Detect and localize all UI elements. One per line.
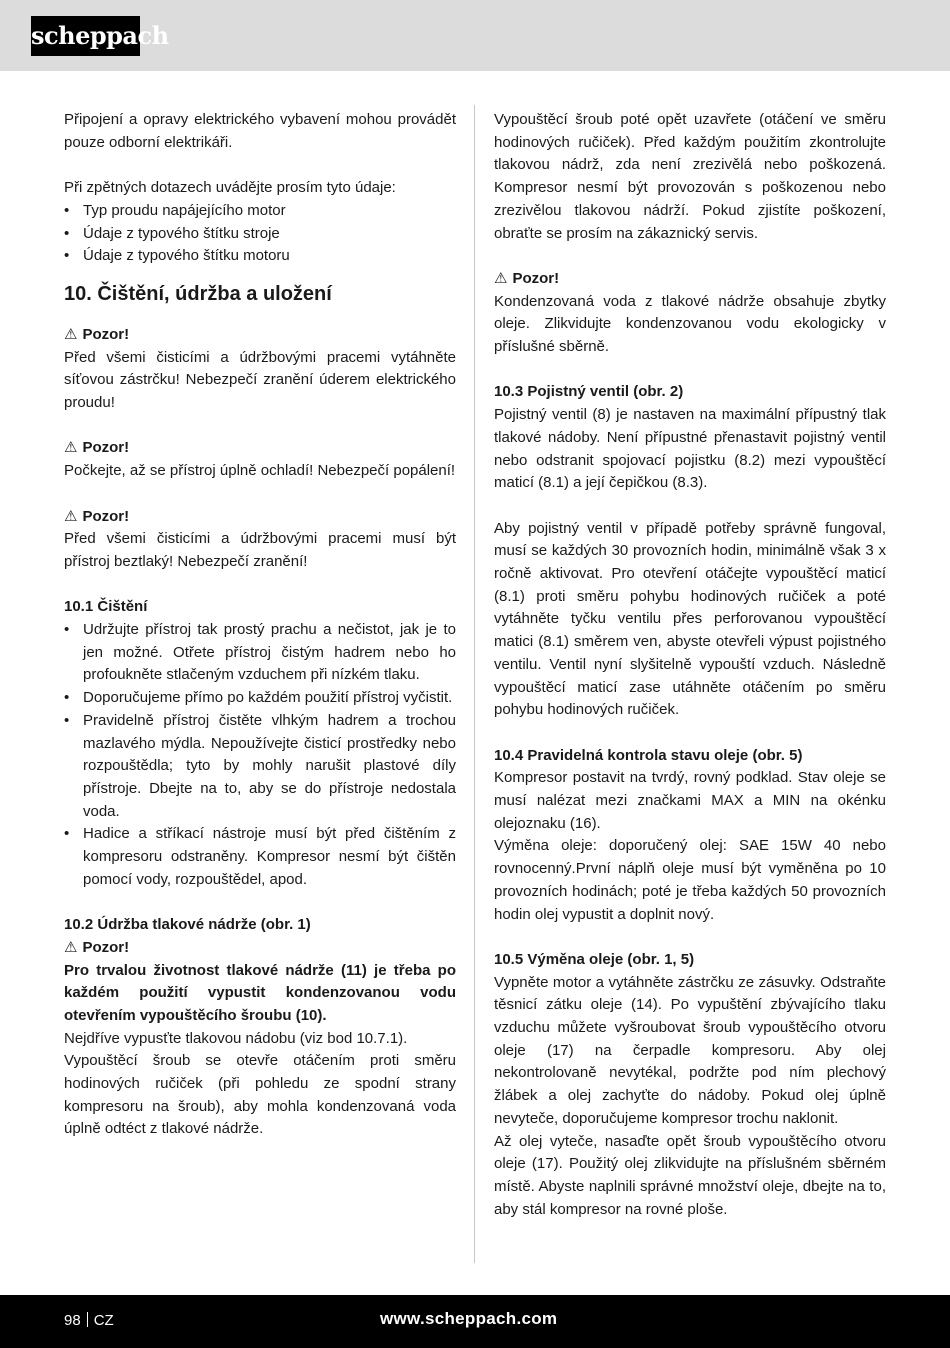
paragraph: Kompresor postavit na tvrdý, rovný podklad. Stav oleje se musí nalézat mezi značkami MAX a MIN na okénku olejoznaku (16). [494, 769, 886, 832]
list-item: • Hadice a stříkací nástroje musí být před čištěním z kompresoru odstraněny. Kompresor nesmí být čištěn pomocí vody, rozpouštědel, apod. [64, 825, 456, 888]
warning-heading: ⚠ Pozor! [64, 437, 456, 460]
warning-icon: ⚠ [64, 325, 78, 343]
paragraph: Pojistný ventil (8) je nastaven na maximální přípustný tlak tlakové nádoby. Není přípustné přenastavit pojistný ventil nebo odstranit spojovací pojistku (8.2) mezi vypouštěcí maticí (8.1) a její čepičkou (8.3). [494, 406, 886, 492]
footer-separator [87, 1312, 88, 1327]
warning-text: Kondenzovaná voda z tlakové nádrže obsahuje zbytky oleje. Zlikvidujte kondenzovanou vodu ekologicky v příslušné sběrně. [494, 292, 886, 356]
warning-icon: ⚠ [64, 938, 78, 956]
page-footer [0, 1295, 950, 1348]
paragraph: Vypněte motor a vytáhněte zástrčku ze zásuvky. Odstraňte těsnicí zátku oleje (14). Po vypuštění zbývajícího tlaku vzduchu můžete vyšroubovat šroub vypouštěcího otvoru oleje (17) na čerpadle kompresoru. Aby olej nekontrolovaně nevytékal, podržte pod ním plechový žlábek a olej zachyťte do nádoby. Pokud olej úplně nevyteče, doporučujeme kompresor trochu naklonit. [494, 973, 886, 1127]
intro-paragraph: Připojení a opravy elektrického vybavení mohou provádět pouze odborní elektrikáři. [64, 111, 456, 151]
bullet-icon: • [64, 201, 70, 219]
warning-text: Před všemi čisticími a údržbovými pracemi musí být přístroj beztlaký! Nebezpečí zranění! [64, 530, 456, 570]
list-item: • Doporučujeme přímo po každém použití přístroj vyčistit. [64, 687, 456, 710]
subsection-title: 10.3 Pojistný ventil (obr. 2) [494, 383, 684, 401]
scheppach-logo: scheppach [31, 16, 140, 56]
cleaning-list [64, 619, 456, 891]
warning-heading: ⚠ Pozor! [64, 937, 456, 960]
list-item: • Údaje z typového štítku stroje [64, 223, 456, 246]
list-item: • Pravidelně přístroj čistěte vlhkým hadrem a trochou mazlavého mýdla. Nepoužívejte čisticí prostředky nebo rozpouštědla; tyto by mohly narušit plastové díly přístroje. Dbejte na to, aby se do přístroje nedostala voda. [64, 711, 456, 820]
paragraph: Nejdříve vypusťte tlakovou nádobu (viz bod 10.7.1). [64, 1029, 408, 1047]
list-item: • Udržujte přístroj tak prostý prachu a nečistot, jak je to jen možné. Otřete přístroj čistým hadrem nebo ho profoukněte stlačeným vzduchem při nízkém tlaku. [64, 621, 456, 684]
language-code: CZ [93, 1312, 114, 1329]
subsection-title: 10.2 Údržba tlakové nádrže (obr. 1) [64, 916, 311, 934]
bullet-icon: • [64, 711, 70, 729]
bullet-icon: • [64, 224, 70, 242]
query-lead: Při zpětných dotazech uvádějte prosím tyto údaje: [64, 179, 396, 197]
column-divider [474, 105, 475, 1263]
query-list [64, 200, 456, 268]
warning-icon: ⚠ [64, 507, 78, 525]
list-item: • Údaje z typového štítku motoru [64, 245, 456, 268]
section-title: 10. Čištění, údržba a uložení [64, 282, 332, 305]
right-column [494, 109, 886, 1221]
subsection-title: 10.4 Pravidelná kontrola stavu oleje (obr. 5) [494, 746, 803, 764]
warning-text: Před všemi čisticími a údržbovými pracemi vytáhněte síťovou zástrčku! Nebezpečí zranění úderem elektrického proudu! [64, 348, 456, 412]
website-link[interactable]: www.scheppach.com [380, 1309, 558, 1328]
warning-heading: ⚠ Pozor! [64, 324, 456, 347]
paragraph: Vypouštěcí šroub poté opět uzavřete (otáčení ve směru hodinových ručiček). Před každým použitím zkontrolujte tlakovou nádrž, zda není zrezivělá nebo poškozená. Kompresor nesmí být provozován s poškozenou nebo zrezivělou tlakovou nádrží. Pokud zjistíte poškození, obraťte se prosím na zákaznický servis. [494, 111, 886, 242]
left-column [64, 109, 456, 1141]
paragraph: Vypouštěcí šroub se otevře otáčením proti směru hodinových ručiček (při pohledu ze spodní strany kompresoru na šroub), aby mohla kondenzovaná voda úplně odtéct z tlakové nádrže. [64, 1052, 456, 1138]
page-header [0, 0, 950, 71]
subsection-title: 10.1 Čištění [64, 598, 148, 616]
warning-heading: ⚠ Pozor! [64, 506, 456, 529]
bullet-icon: • [64, 621, 70, 638]
paragraph: Až olej vyteče, nasaďte opět šroub vypouštěcího otvoru oleje (17). Použitý olej zlikvidujte na příslušném sběrném místě. Abyste naplnili správné množství oleje, dbejte na to, aby stál kompresor na rovné ploše. [494, 1132, 886, 1218]
subsection-title: 10.5 Výměna oleje (obr. 1, 5) [494, 950, 695, 968]
bullet-icon: • [64, 825, 70, 843]
page-number: 98 CZ [64, 1312, 114, 1329]
paragraph: Výměna oleje: doporučený olej: SAE 15W 40 nebo rovnocenný.První náplň oleje musí být vyměněna po 10 provozních hodinách; poté je třeba každých 50 provozních hodin olej vypustit a doplnit nový. [494, 837, 886, 923]
warning-icon: ⚠ [494, 269, 508, 287]
warning-icon: ⚠ [64, 439, 78, 457]
bullet-icon: • [64, 689, 70, 707]
paragraph: Aby pojistný ventil v případě potřeby správně fungoval, musí se každých 30 provozních hodin, minimálně však 3 x ročně aktivovat. Pro otevření otáčejte vypouštěcí maticí (8.1) proti směru pohybu hodinových ručiček a poté vytáhněte tyčku ventilu přes perforovanou vypouštěcí matici (8.1) směrem ven, abyste otevřeli výpust pojistného ventilu. Ventil nyní slyšitelně vypouští vzduch. Následně vypouštěcí maticí zase utáhněte otáčením po směru pohybu hodinových ručiček. [494, 519, 886, 719]
maintenance-bold-note: Pro trvalou životnost tlakové nádrže (11) je třeba po každém použití vypustit kondenzovanou vodu otevřením vypouštěcího šroubu (10). [64, 961, 456, 1024]
warning-heading: ⚠ Pozor! [494, 268, 886, 291]
warning-text: Počkejte, až se přístroj úplně ochladí! Nebezpečí popálení! [64, 462, 456, 480]
bullet-icon: • [64, 247, 70, 265]
list-item: • Typ proudu napájejícího motor [64, 200, 456, 223]
